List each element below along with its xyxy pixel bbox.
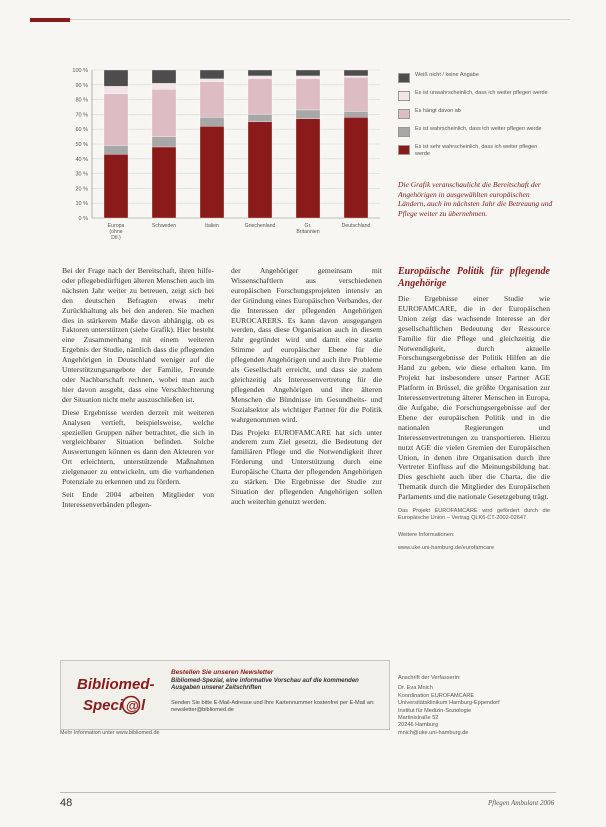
contact-line: 20246 Hamburg: [398, 722, 439, 729]
paragraph: Seit Ende 2004 arbeiten Mitglieder von Interessenverbänden pflegen-: [62, 489, 214, 509]
contact-line: Institut für Medizin-Soziologie: [398, 707, 472, 714]
top-rule: [70, 19, 570, 20]
contact-label: Anschrift der Verfasserin:: [398, 675, 461, 681]
bar-segment: [200, 70, 224, 79]
y-tick-label: 60 %: [75, 127, 88, 134]
legend-swatch: [398, 127, 410, 137]
bar-segment: [200, 126, 224, 218]
bar-segment: [152, 137, 176, 147]
legend-swatch: [398, 73, 410, 83]
bar-segment: [152, 70, 176, 83]
author-contact: [398, 675, 553, 737]
legend-swatch: [398, 109, 410, 119]
at-sign-icon: @: [126, 698, 139, 713]
info-label: Weitere Informationen:: [398, 531, 455, 538]
stacked-bar-chart: [62, 60, 392, 250]
contact-line: Koordination EUROFAMCARE: [398, 692, 475, 699]
bar-segment: [248, 76, 272, 79]
x-tick-label: Gr. Britannien: [296, 223, 320, 235]
paragraph: der Angehöriger gemeinsam mit Wissenschaftlern aus verschiedenen europäischen Forschungsprojekten intensiv an der Gründung eines Europäischen Verbandes, der die Interessen der pflegenden Angehörigen EUROCARERS. Es kann davon ausgegangen werden, dass diese Organisation auch in diesem Jahr gegründet wird und damit eine starke Stimme auf europäischer Ebene für die pflegenden Angehörigen und auch ihre Probleme als Gesellschaft erreicht, und dass sie zudem gleichzeitig als Interessenvertretung für die pflegenden Angehörigen und ihre älteren Menschen die Bündnisse im Gesundheits- und Sozialsektor als wichtiger Partner für die Politik wahrgenommen wird.: [231, 266, 382, 424]
page-number: 48: [60, 797, 73, 809]
legend-label: Weiß nicht / keine Angabe: [415, 72, 479, 78]
contact-line: Universitätsklinikum Hamburg-Eppendorf: [398, 700, 500, 707]
bar-segment: [296, 79, 320, 110]
bar-segment: [200, 82, 224, 118]
bar-segment: [344, 70, 368, 76]
project-source-note: Das Projekt EUROFAMCARE wird gefördert durch die Europäische Union – Vertrag QLK6-CT-2002-02647: [398, 508, 550, 522]
y-tick-label: 30 %: [75, 171, 88, 178]
info-url[interactable]: www.uke.uni-hamburg.de/eurofamcare: [398, 544, 495, 551]
legend-swatch: [398, 91, 410, 101]
y-tick-label: 70 %: [75, 112, 88, 119]
legend-swatch: [398, 145, 410, 155]
bar-segment: [344, 117, 368, 218]
contact-line: Martinistraße 52: [398, 715, 439, 722]
ad-footer[interactable]: Mehr Information unter www.bibliomed.de: [60, 730, 160, 736]
bar-segment: [104, 145, 128, 154]
bar-segment: [104, 94, 128, 146]
section-heading: Europäische Politik für pflegende Angehörige: [398, 266, 550, 289]
y-tick-label: 100 %: [72, 68, 88, 74]
legend-entry: [398, 144, 548, 158]
bar-segment: [200, 79, 224, 82]
contact-email[interactable]: mnich@uke.uni-hamburg.de: [398, 729, 469, 736]
bar-segment: [152, 83, 176, 89]
ad-instructions: Senden Sie bitte E-Mail-Adresse und Ihre Kartennummer kostenfrei per E-Mail an: newsletter@bibliomed.de: [171, 700, 375, 714]
x-tick-label: Europa (ohne Dtl.): [107, 223, 125, 241]
logo-text-line1: Bibliomed-: [77, 676, 155, 693]
text-column-2: [231, 266, 382, 507]
logo-text-line2-end: l: [141, 697, 146, 714]
legend-entry: [398, 108, 548, 119]
corner-accent-bar: [30, 18, 70, 22]
bar-segment: [296, 70, 320, 76]
bar-segment: [104, 70, 128, 86]
bar-segment: [152, 147, 176, 218]
paragraph: Diese Ergebnisse werden derzeit mit weiteren Analysen vertieft, beispielsweise, welche speziellen Gruppen näher betrachtet, die sich in vergleichbarer Situation befinden. Solche Auswertungen können es dann den Akteuren vor Ort erleichtern, unterstützende Maßnahmen zielgenauer zu entwickeln, um die vorhandenen Potenziale zu erkennen und zu fördern.: [62, 407, 214, 487]
paragraph: Bei der Frage nach der Bereitschaft, ihren hilfe- oder pflegebedürftigen älteren Menschen auch im nächsten Jahr weiter zu betreuen, zeigt sich bei den deutschen Befragten etwas mehr Zurückhaltung als bei den anderen. Sie machen dies in stärkerem Maße davon abhängig, ob es Faktoren unterstützen (siehe Grafik). Hier besteht eine Zusammenhang mit einem weiteren Ergebnis der Studie, nämlich dass die pflegenden Angehörigen in Deutschland weniger auf die Unterstützungsangebote der Familie, Freunde oder Nachbarschaft rechnen, wobei man auch hier davon ausgeht, dass eine Verschlechterung der Situation nicht mehr auszuschließen ist.: [62, 266, 214, 404]
bar-segment: [296, 110, 320, 119]
bar-segment: [296, 76, 320, 79]
ad-title: Bestellen Sie unseren Newsletter: [171, 669, 274, 676]
legend-entry: [398, 90, 548, 101]
bottom-rule: [60, 792, 556, 793]
x-tick-label: Schweden: [151, 223, 177, 229]
text-column-3: [398, 266, 550, 554]
bar-segment: [344, 76, 368, 77]
bar-segment: [248, 122, 272, 218]
bar-segment: [248, 79, 272, 115]
chart-caption: Die Grafik veranschaulicht die Bereitschaft der Angehörigen in ausgewählten europäischen Ländern, auch im nächsten Jahr die Betreuung und Pflege weiter zu übernehmen.: [398, 180, 553, 218]
bar-segment: [104, 86, 128, 93]
bibliomed-special-logo: [75, 669, 155, 719]
legend-entry: [398, 126, 548, 137]
legend-label: Es hängt davon ab: [415, 108, 461, 114]
newsletter-ad[interactable]: [60, 660, 390, 730]
legend-entry: [398, 72, 548, 83]
chart-legend: [398, 72, 548, 165]
bar-segment: [248, 70, 272, 76]
bar-segment: [296, 119, 320, 218]
legend-label: Es ist sehr wahrscheinlich, dass ich weiter pflegen werde: [415, 144, 538, 157]
bar-segment: [200, 117, 224, 126]
bar-segment: [104, 154, 128, 218]
paragraph: Das Projekt EUROFAMCARE hat sich unter anderem zum Ziel gesetzt, die Bedeutung der familiären Pflege und die Notwendigkeit ihrer Förderung und Unterstützung durch eine Europäische Charta der pflegenden Angehörigen zu stärken. Die Ergebnisse der Studie zur Situation der pflegenden Angehörigen sollen auch weiterhin genutzt werden.: [231, 427, 382, 506]
text-column-1: [62, 266, 214, 510]
y-tick-label: 0 %: [78, 216, 88, 222]
journal-info: Pflegen Ambulant 2006: [488, 799, 554, 807]
bar-segment: [248, 114, 272, 121]
y-tick-label: 90 %: [75, 82, 88, 89]
y-tick-label: 40 %: [75, 156, 88, 163]
bar-segment: [152, 89, 176, 136]
y-tick-label: 50 %: [75, 142, 88, 148]
y-tick-label: 10 %: [75, 201, 88, 208]
ad-subtitle: Bibliomed-Spezial, eine informative Vorschau auf die kommenden Ausgaben unserer Zeitschriften: [171, 678, 359, 692]
y-tick-label: 20 %: [75, 186, 88, 193]
paragraph: Die Ergebnisse einer Studie wie EUROFAMCARE, die in der Europäischen Union zeigt das wachsende Interesse an der gesellschaftlichen Bedeutung der Ressource Familie für die Pflege und gleichzeitig die Notwendigkeit, durch aktuelle Forschungsergebnisse der Politik Hilfen an die Hand zu geben, wie diese erhalten kann. Im Projekt hat insbesondere unser Partner AGE Platform in Brüssel, die größte Organisation zur Interessenvertretung älterer Menschen in Europa, die Aufgabe, die Forschungsergebnisse auf der Ebene der europäischen Politik und in die nationalen Regierungen und Interessenvertretungen zu transportieren. Hierzu nutzt AGE die vielen Gremien der Europäischen Union, in denen ihre Organisation durch ihre Vertreter Einfluss auf die Meinungsbildung hat. Dies geschieht auch über die Charta, die die Thematik durch die Mitglieder des Europäischen Parlaments und die nationale Gesetzgebung trägt.: [398, 294, 550, 502]
bar-segment: [344, 111, 368, 117]
x-tick-label: Deutschland: [341, 223, 371, 229]
legend-label: Es ist unwahrscheinlich, dass ich weiter pflegen werde: [415, 90, 548, 96]
x-tick-label: Italien: [205, 223, 219, 229]
legend-label: Es ist wahrscheinlich, dass ich weiter pflegen werde: [415, 126, 542, 132]
logo-text-line2: Speci: [83, 697, 124, 714]
x-tick-label: Griechenland: [244, 223, 276, 229]
contact-line: Dr. Eva Mnich: [398, 685, 433, 692]
y-tick-label: 80 %: [75, 97, 88, 104]
bar-segment: [344, 77, 368, 111]
